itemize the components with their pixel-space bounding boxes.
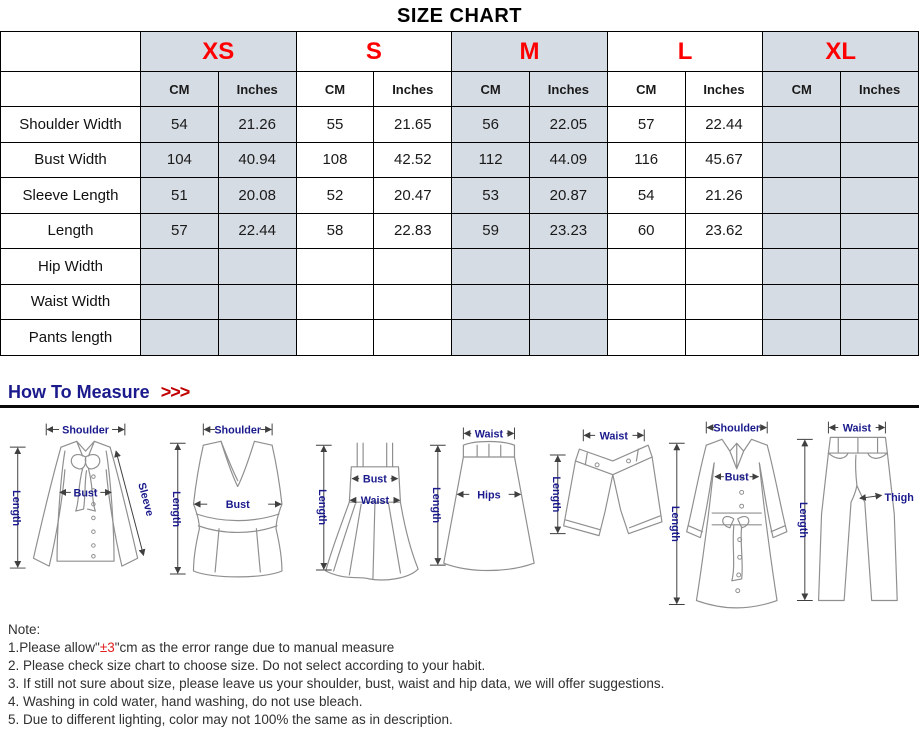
- value-cell: 20.08: [218, 178, 296, 214]
- note-line-1: 1.Please allow"±3"cm as the error range due to manual measure: [8, 639, 395, 655]
- value-cell: [685, 320, 763, 356]
- size-header-xl: XL: [763, 32, 919, 72]
- measure-label-length: Length: [669, 505, 682, 542]
- value-cell: 60: [607, 213, 685, 249]
- value-cell: [763, 249, 841, 285]
- value-cell: [218, 320, 296, 356]
- note-line-4: 4. Washing in cold water, hand washing, do not use bleach.: [8, 693, 363, 709]
- size-chart-table: [0, 31, 919, 356]
- unit-header: Inches: [218, 72, 296, 107]
- value-cell: 57: [141, 213, 219, 249]
- row-label: Bust Width: [1, 142, 141, 178]
- unit-header: CM: [296, 72, 374, 107]
- measure-label-thigh: Thigh: [884, 491, 915, 504]
- measure-label-bust: Bust: [73, 486, 98, 499]
- note-line-2: 2. Please check size chart to choose size. Do not select according to your habit.: [8, 657, 486, 673]
- figure-blouse: [2, 414, 164, 614]
- unit-header-row: [1, 72, 919, 107]
- value-cell: [374, 249, 452, 285]
- value-cell: [218, 249, 296, 285]
- measure-label-length: Length: [549, 475, 562, 512]
- value-cell: 22.83: [374, 213, 452, 249]
- row-label: Hip Width: [1, 249, 141, 285]
- notes-heading: Note:: [8, 621, 41, 637]
- corner-cell: [1, 72, 141, 107]
- unit-header: Inches: [529, 72, 607, 107]
- figure-pants: [795, 414, 917, 617]
- unit-header: CM: [452, 72, 530, 107]
- unit-header: Inches: [841, 72, 919, 107]
- size-header-m: M: [452, 32, 608, 72]
- value-cell: 104: [141, 142, 219, 178]
- page-title: SIZE CHART: [397, 5, 522, 27]
- size-header-xs: XS: [141, 32, 297, 72]
- unit-header: Inches: [374, 72, 452, 107]
- value-cell: [841, 178, 919, 214]
- value-cell: 21.65: [374, 107, 452, 143]
- value-cell: 21.26: [218, 107, 296, 143]
- measure-label-bust: Bust: [725, 471, 750, 484]
- value-cell: [141, 284, 219, 320]
- value-cell: [141, 249, 219, 285]
- value-cell: [529, 249, 607, 285]
- unit-header: CM: [763, 72, 841, 107]
- measure-label-waist: Waist: [360, 494, 389, 507]
- value-cell: [529, 320, 607, 356]
- value-cell: 22.44: [218, 213, 296, 249]
- value-cell: [763, 213, 841, 249]
- value-cell: 51: [141, 178, 219, 214]
- value-cell: [607, 284, 685, 320]
- value-cell: [841, 142, 919, 178]
- value-cell: [141, 320, 219, 356]
- value-cell: 108: [296, 142, 374, 178]
- value-cell: 54: [141, 107, 219, 143]
- figure-skirt: [428, 414, 544, 614]
- value-cell: [529, 284, 607, 320]
- value-cell: [763, 107, 841, 143]
- table-row: [1, 320, 919, 356]
- row-label: Length: [1, 213, 141, 249]
- measure-label-waist: Waist: [474, 427, 503, 440]
- figure-shorts: [544, 414, 666, 614]
- value-cell: [296, 284, 374, 320]
- value-cell: [374, 320, 452, 356]
- value-cell: 57: [607, 107, 685, 143]
- value-cell: 23.62: [685, 213, 763, 249]
- row-label: Shoulder Width: [1, 107, 141, 143]
- unit-header: CM: [141, 72, 219, 107]
- value-cell: [841, 107, 919, 143]
- table-row: [1, 142, 919, 178]
- notes-section: [8, 621, 919, 729]
- value-cell: [218, 284, 296, 320]
- measure-figures: [2, 414, 917, 617]
- measure-label-shoulder: Shoulder: [214, 423, 262, 436]
- row-label: Pants length: [1, 320, 141, 356]
- value-cell: 42.52: [374, 142, 452, 178]
- value-cell: 54: [607, 178, 685, 214]
- value-cell: [452, 249, 530, 285]
- how-to-measure-text: How To Measure: [8, 381, 150, 402]
- value-cell: 22.44: [685, 107, 763, 143]
- value-cell: 44.09: [529, 142, 607, 178]
- measure-label-length: Length: [797, 501, 810, 538]
- figure-dress: [312, 414, 428, 614]
- measure-label-bust: Bust: [362, 473, 387, 486]
- corner-cell: [1, 32, 141, 72]
- value-cell: [841, 249, 919, 285]
- value-cell: [607, 249, 685, 285]
- figure-tank-top: [164, 414, 311, 614]
- error-range-value: ±3: [99, 639, 115, 655]
- value-cell: [374, 284, 452, 320]
- value-cell: [763, 284, 841, 320]
- value-cell: [841, 213, 919, 249]
- value-cell: [763, 142, 841, 178]
- measure-label-bust: Bust: [225, 498, 250, 511]
- size-header-s: S: [296, 32, 452, 72]
- measure-label-waist: Waist: [599, 429, 628, 442]
- value-cell: 40.94: [218, 142, 296, 178]
- value-cell: 20.47: [374, 178, 452, 214]
- row-label: Waist Width: [1, 284, 141, 320]
- measure-label-sleeve: Sleeve: [135, 480, 156, 518]
- figure-coat: [665, 414, 795, 617]
- note-line-5: 5. Due to different lighting, color may not 100% the same as in description.: [8, 711, 453, 727]
- measure-label-length: Length: [315, 488, 328, 525]
- value-cell: [685, 284, 763, 320]
- value-cell: 55: [296, 107, 374, 143]
- measure-label-length: Length: [429, 486, 442, 523]
- value-cell: [685, 249, 763, 285]
- value-cell: [296, 249, 374, 285]
- value-cell: 23.23: [529, 213, 607, 249]
- measure-label-length: Length: [9, 489, 22, 526]
- value-cell: 22.05: [529, 107, 607, 143]
- table-row: [1, 107, 919, 143]
- value-cell: [763, 178, 841, 214]
- value-cell: [841, 284, 919, 320]
- value-cell: 56: [452, 107, 530, 143]
- value-cell: 53: [452, 178, 530, 214]
- measure-label-shoulder: Shoulder: [62, 423, 109, 436]
- value-cell: 45.67: [685, 142, 763, 178]
- measure-label-shoulder: Shoulder: [713, 421, 761, 434]
- unit-header: Inches: [685, 72, 763, 107]
- size-header-l: L: [607, 32, 763, 72]
- divider-line: [0, 405, 919, 408]
- value-cell: 116: [607, 142, 685, 178]
- unit-header: CM: [607, 72, 685, 107]
- table-row: [1, 284, 919, 320]
- table-row: [1, 178, 919, 214]
- value-cell: [296, 320, 374, 356]
- value-cell: [841, 320, 919, 356]
- measure-label-hips: Hips: [476, 488, 501, 501]
- size-header-row: [1, 32, 919, 72]
- table-row: [1, 213, 919, 249]
- measure-label-waist: Waist: [842, 421, 872, 434]
- value-cell: 112: [452, 142, 530, 178]
- value-cell: [452, 284, 530, 320]
- triple-arrow-icon: >>>: [160, 381, 190, 402]
- value-cell: 21.26: [685, 178, 763, 214]
- table-row: [1, 249, 919, 285]
- value-cell: 58: [296, 213, 374, 249]
- value-cell: [452, 320, 530, 356]
- measure-label-length: Length: [170, 490, 183, 527]
- row-label: Sleeve Length: [1, 178, 141, 214]
- value-cell: 59: [452, 213, 530, 249]
- value-cell: 20.87: [529, 178, 607, 214]
- value-cell: [763, 320, 841, 356]
- value-cell: 52: [296, 178, 374, 214]
- note-line-3: 3. If still not sure about size, please leave us your shoulder, bust, waist and hip data, we will offer suggestions.: [8, 675, 665, 691]
- how-to-measure-heading: [8, 381, 919, 403]
- value-cell: [607, 320, 685, 356]
